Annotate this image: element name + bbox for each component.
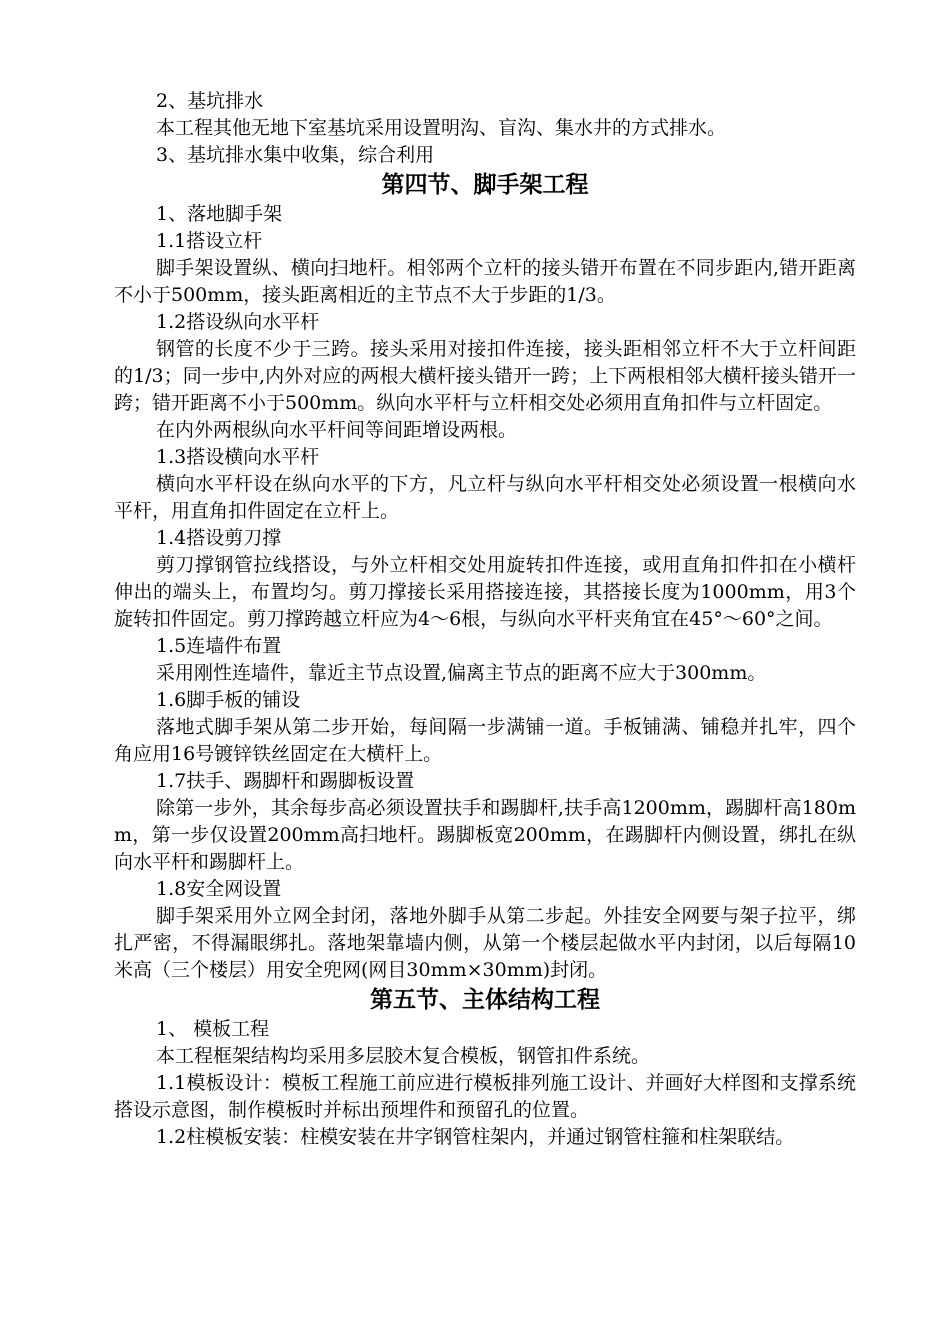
paragraph: 在内外两根纵向水平杆间等间距增设两根。 bbox=[156, 419, 518, 441]
paragraph: 本工程框架结构均采用多层胶木复合模板，钢管扣件系统。 bbox=[156, 1045, 651, 1067]
paragraph: 1、 模板工程 bbox=[156, 1018, 270, 1040]
paragraph: 1.5连墙件布置 bbox=[156, 635, 282, 657]
document-page bbox=[114, 88, 856, 1151]
paragraph: 1.3搭设横向水平杆 bbox=[156, 446, 320, 468]
paragraph: 采用刚性连墙件，靠近主节点设置,偏离主节点的距离不应大于300mm。 bbox=[156, 662, 767, 684]
paragraph: 1.4搭设剪刀撑 bbox=[156, 527, 282, 549]
paragraph: 1、落地脚手架 bbox=[156, 203, 283, 225]
paragraph: 落地式脚手架从第二步开始，每间隔一步满铺一道。手板铺满、铺稳并扎牢，四个角应用16号镀锌铁丝固定在大横杆上。 bbox=[114, 716, 856, 765]
paragraph: 除第一步外，其余每步高必须设置扶手和踢脚杆,扶手高1200mm，踢脚杆高180mm，第一步仅设置200mm高扫地杆。踢脚板宽200mm，在踢脚杆内侧设置，绑扎在纵向水平杆和踢脚杆上。 bbox=[114, 797, 856, 873]
paragraph: 1.8安全网设置 bbox=[156, 878, 282, 900]
paragraph: 脚手架设置纵、横向扫地杆。相邻两个立杆的接头错开布置在不同步距内,错开距离不小于500mm，接头距离相近的主节点不大于步距的1/3。 bbox=[114, 257, 856, 306]
paragraph: 1.7扶手、踢脚杆和踢脚板设置 bbox=[156, 770, 415, 792]
paragraph: 1.2柱模板安装：柱模安装在井字钢管柱架内，并通过钢管柱箍和柱架联结。 bbox=[156, 1126, 795, 1148]
paragraph: 1.6脚手板的铺设 bbox=[156, 689, 301, 711]
paragraph: 3、基坑排水集中收集，综合利用 bbox=[156, 144, 435, 166]
paragraph: 横向水平杆设在纵向水平的下方，凡立杆与纵向水平杆相交处必须设置一根横向水平杆，用直角扣件固定在立杆上。 bbox=[114, 473, 856, 522]
section-heading: 第四节、脚手架工程 bbox=[381, 172, 589, 198]
paragraph: 脚手架采用外立网全封闭，落地外脚手从第二步起。外挂安全网要与架子拉平，绑扎严密，不得漏眼绑扎。落地架靠墙内侧，从第一个楼层起做水平内封闭，以后每隔10米高（三个楼层）用安全兜网(网目30mm×30mm)封闭。 bbox=[114, 905, 856, 981]
paragraph: 1.2搭设纵向水平杆 bbox=[156, 311, 320, 333]
paragraph: 1.1模板设计：模板工程施工前应进行模板排列施工设计、并画好大样图和支撑系统搭设示意图，制作模板时并标出预埋件和预留孔的位置。 bbox=[114, 1072, 856, 1121]
section-heading: 第五节、主体结构工程 bbox=[370, 987, 600, 1013]
paragraph: 2、基坑排水 bbox=[156, 90, 264, 112]
paragraph: 钢管的长度不少于三跨。接头采用对接扣件连接，接头距相邻立杆不大于立杆间距的1/3；同一步中,内外对应的两根大横杆接头错开一跨；上下两根相邻大横杆接头错开一跨；错开距离不小于500mm。纵向水平杆与立杆相交处必须用直角扣件与立杆固定。 bbox=[114, 338, 856, 414]
paragraph: 剪刀撑钢管拉线搭设，与外立杆相交处用旋转扣件连接，或用直角扣件扣在小横杆伸出的端头上，布置均匀。剪刀撑接长采用搭接连接，其搭接长度为1000mm，用3个旋转扣件固定。剪刀撑跨越立杆应为4～6根，与纵向水平杆夹角宜在45°～60°之间。 bbox=[114, 554, 856, 630]
paragraph: 1.1搭设立杆 bbox=[156, 230, 263, 252]
paragraph: 本工程其他无地下室基坑采用设置明沟、盲沟、集水井的方式排水。 bbox=[156, 117, 727, 139]
